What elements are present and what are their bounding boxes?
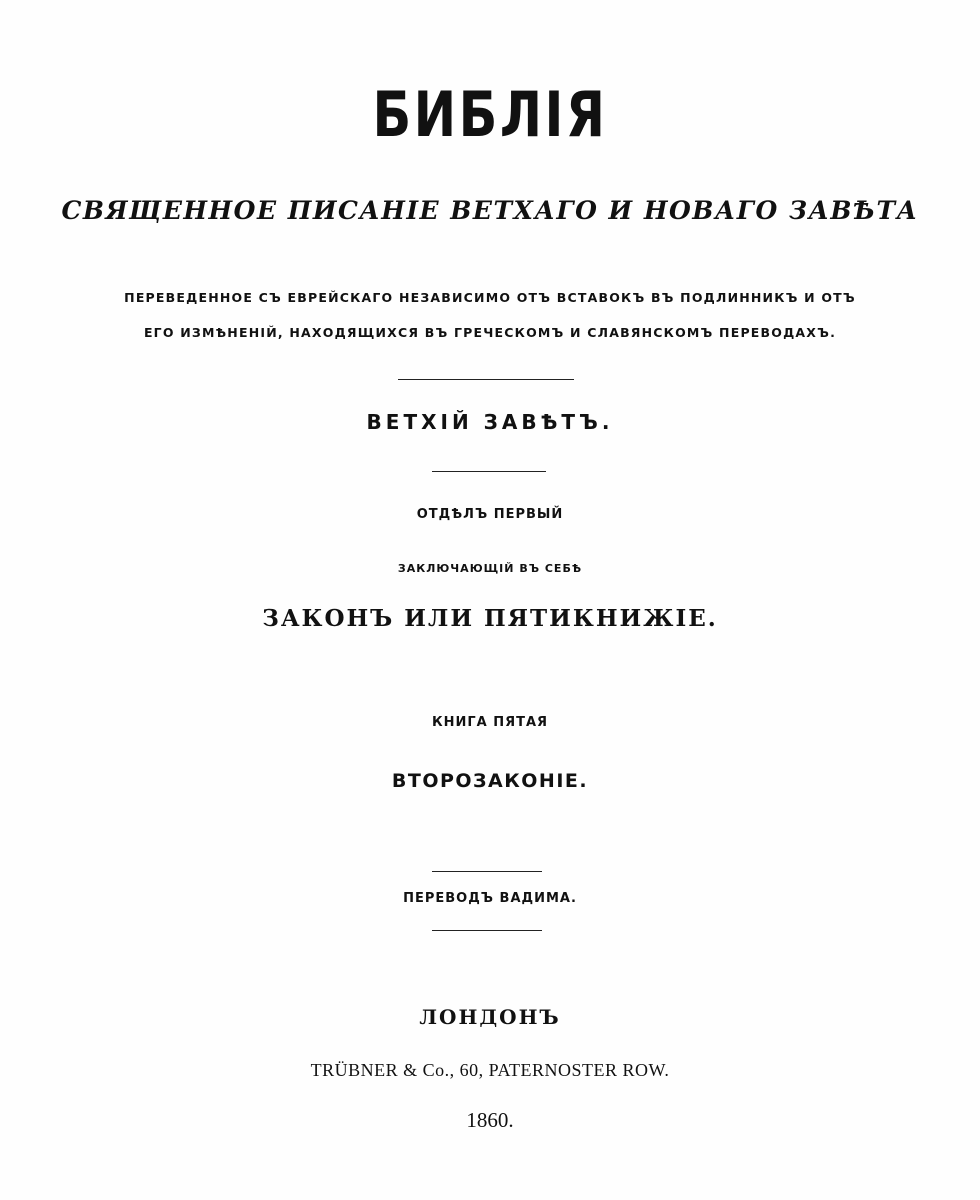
book-title: БИБЛІЯ [372,78,608,151]
book-subtitle: СВЯЩЕННОЕ ПИСАНІЕ ВЕТХАГО И НОВАГО ЗАВѢТА [61,196,919,225]
divider-rule-1 [398,379,574,380]
description-line-1: ПЕРЕВЕДЕННОЕ СЪ ЕВРЕЙСКАГО НЕЗАВИСИМО ОТЪ ВСТАВОКЪ ВЪ ПОДЛИННИКЪ И ОТЪ [124,290,856,305]
section-label: ОТДѢЛЪ ПЕРВЫЙ [416,507,564,522]
book-number: КНИГА ПЯТАЯ [431,715,549,730]
pentateuch-heading: ЗАКОНЪ ИЛИ ПЯТИКНИЖІЕ. [262,605,718,632]
testament-heading: ВЕТХІЙ ЗАВѢТЪ. [366,410,614,434]
publication-city: ЛОНДОНЪ [419,1005,561,1029]
book-name: ВТОРОЗАКОНІЕ. [391,770,589,792]
publication-year: 1860. [466,1108,514,1132]
publisher-line: TRÜBNER & Co., 60, PATERNOSTER ROW. [310,1060,670,1080]
translator-credit: ПЕРЕВОДЪ ВАДИМА. [403,891,577,906]
containing-label: ЗАКЛЮЧАЮЩІЙ ВЪ СЕБѢ [397,562,583,575]
divider-rule-2 [432,471,546,472]
description-line-2: ЕГО ИЗМѢНЕНІЙ, НАХОДЯЩИХСЯ ВЪ ГРЕЧЕСКОМЪ И СЛАВЯНСКОМЪ ПЕРЕВОДАХЪ. [143,325,837,340]
divider-rule-3 [432,871,542,872]
divider-rule-4 [432,930,542,931]
